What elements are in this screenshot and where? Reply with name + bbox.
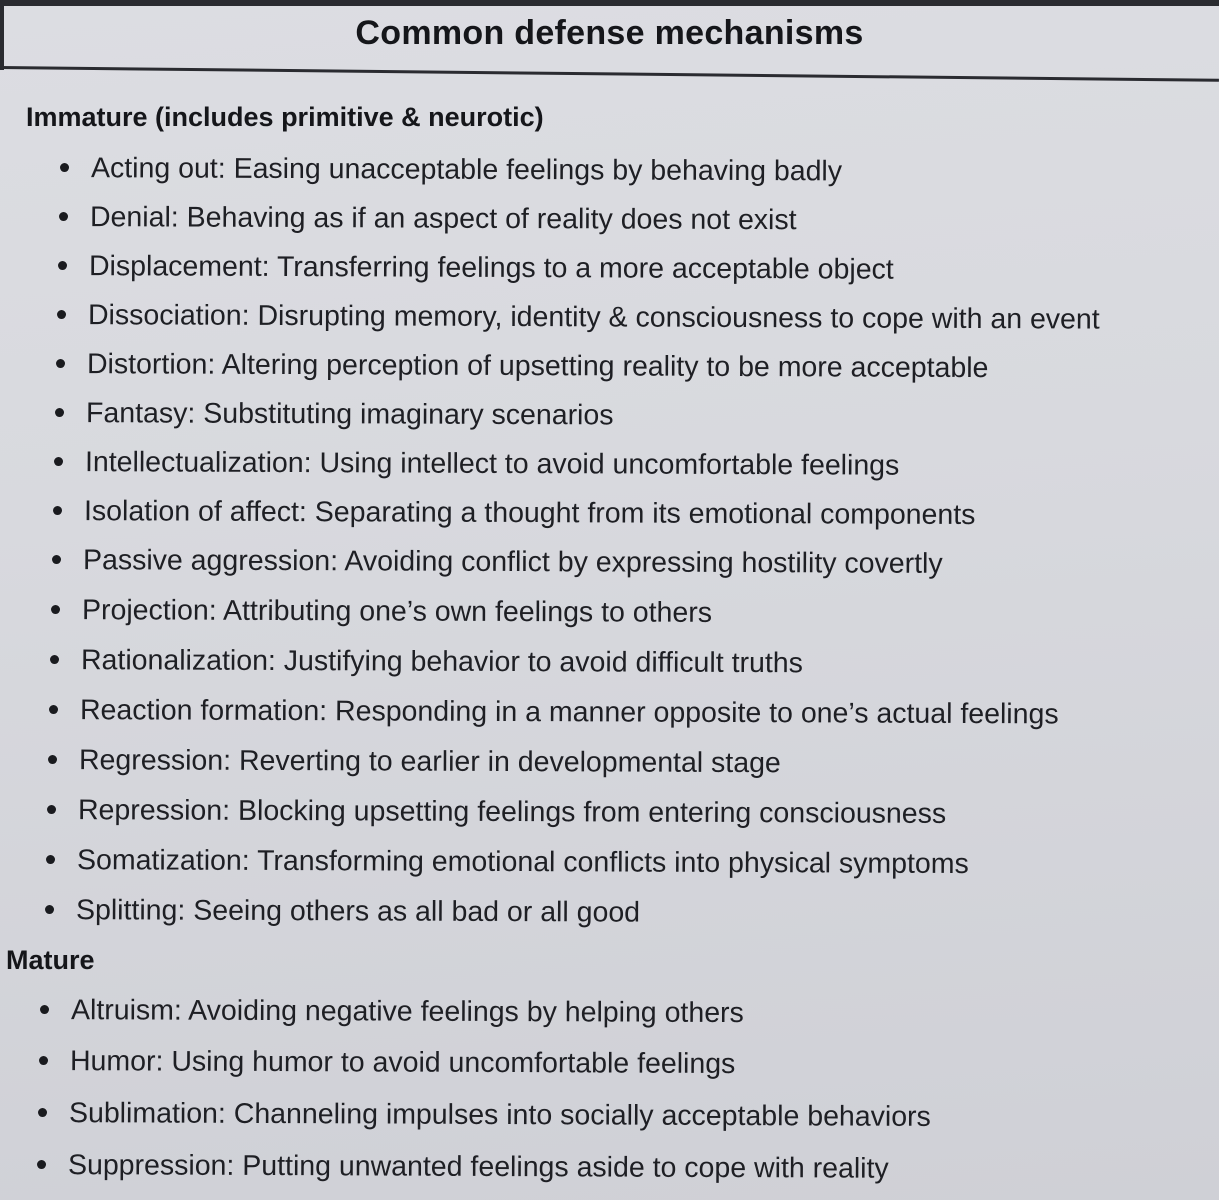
term: Projection xyxy=(81,594,209,627)
term: Reaction formation xyxy=(79,694,320,728)
bullet-icon xyxy=(52,555,61,564)
bullet-icon xyxy=(46,855,55,864)
term: Suppression xyxy=(67,1149,227,1182)
list-item: Somatization: Transforming emotional conflicts into physical symptoms xyxy=(46,844,969,888)
definition: Behaving as if an aspect of reality does not exist xyxy=(186,201,797,237)
term: Displacement xyxy=(88,250,262,283)
term: Passive aggression xyxy=(82,544,331,578)
definition: Substituting imaginary scenarios xyxy=(203,397,614,432)
definition: Avoiding conflict by expressing hostility covertly xyxy=(344,545,943,580)
bullet-icon xyxy=(45,905,54,914)
list-item: Displacement: Transferring feelings to a more acceptable object xyxy=(58,250,894,294)
bullet-icon xyxy=(57,310,66,319)
term: Splitting xyxy=(75,894,178,927)
title-divider xyxy=(0,66,1219,82)
bullet-icon xyxy=(50,655,59,664)
definition: Altering perception of upsetting reality to be more acceptable xyxy=(221,348,989,385)
definition: Reverting to earlier in developmental stage xyxy=(238,744,781,780)
bullet-icon xyxy=(53,506,62,515)
bullet-icon xyxy=(51,605,60,614)
list-item: Suppression: Putting unwanted feelings aside to cope with reality xyxy=(37,1149,889,1193)
list-item: Denial: Behaving as if an aspect of reality does not exist xyxy=(59,201,797,244)
section-heading-mature: Mature xyxy=(6,945,95,975)
document-title: Common defense mechanisms xyxy=(355,14,864,52)
term: Acting out xyxy=(90,152,218,185)
definition: Easing unacceptable feelings by behaving badly xyxy=(233,152,843,188)
term: Altruism xyxy=(70,994,175,1027)
term: Dissociation xyxy=(87,299,242,332)
list-item: Acting out: Easing unacceptable feelings by behaving badly xyxy=(60,152,842,195)
list-item: Rationalization: Justifying behavior to avoid difficult truths xyxy=(50,644,803,687)
definition: Channeling impulses into socially acceptable behaviors xyxy=(233,1097,931,1133)
bullet-icon xyxy=(54,457,63,466)
list-item: Reaction formation: Responding in a manner opposite to one’s actual feelings xyxy=(49,694,1059,738)
list-item: Intellectualization: Using intellect to avoid uncomfortable feelings xyxy=(54,446,899,490)
term: Distortion xyxy=(86,348,208,381)
list-item: Dissociation: Disrupting memory, identity & consciousness to cope with an event xyxy=(57,299,1100,344)
bullet-icon xyxy=(60,163,69,172)
bullet-icon xyxy=(59,212,68,221)
definition: Attributing one’s own feelings to others xyxy=(222,594,713,629)
definition: Separating a thought from its emotional components xyxy=(314,496,976,532)
definition: Avoiding negative feelings by helping others xyxy=(188,994,744,1030)
list-item: Sublimation: Channeling impulses into socially acceptable behaviors xyxy=(38,1097,931,1141)
term: Fantasy xyxy=(85,397,188,430)
list-item: Projection: Attributing one’s own feelings to others xyxy=(51,594,712,637)
bullet-icon xyxy=(38,1108,47,1117)
definition: Responding in a manner opposite to one’s actual feelings xyxy=(334,695,1059,731)
bullet-icon xyxy=(37,1160,46,1169)
definition: Seeing others as all bad or all good xyxy=(193,894,641,929)
list-item: Isolation of affect: Separating a thought from its emotional components xyxy=(53,495,976,539)
term: Intellectualization xyxy=(84,446,304,480)
definition: Using humor to avoid uncomfortable feelings xyxy=(171,1045,736,1081)
bullet-icon xyxy=(47,805,56,814)
definition: Putting unwanted feelings aside to cope with reality xyxy=(242,1149,889,1185)
list-item: Fantasy: Substituting imaginary scenarios xyxy=(55,397,614,439)
bullet-icon xyxy=(48,755,57,764)
term: Isolation of affect xyxy=(83,495,300,529)
bullet-icon xyxy=(55,408,64,417)
section-heading-immature: Immature (includes primitive & neurotic) xyxy=(26,102,544,132)
list-item: Passive aggression: Avoiding conflict by expressing hostility covertly xyxy=(52,544,943,588)
definition: Transforming emotional conflicts into physical symptoms xyxy=(257,844,969,881)
term: Sublimation xyxy=(68,1097,219,1130)
term: Somatization xyxy=(76,844,242,877)
bullet-icon xyxy=(58,261,67,270)
term: Denial xyxy=(89,201,171,234)
list-item: Repression: Blocking upsetting feelings from entering consciousness xyxy=(47,794,946,838)
term: Regression xyxy=(78,744,224,777)
term: Humor xyxy=(69,1045,156,1078)
bullet-icon xyxy=(40,1005,49,1014)
list-item: Altruism: Avoiding negative feelings by helping others xyxy=(40,994,744,1037)
term: Rationalization xyxy=(80,644,269,677)
list-item: Humor: Using humor to avoid uncomfortable feelings xyxy=(39,1045,736,1088)
bullet-icon xyxy=(39,1056,48,1065)
list-item: Regression: Reverting to earlier in developmental stage xyxy=(48,744,781,787)
list-item: Splitting: Seeing others as all bad or all good xyxy=(45,894,640,937)
bullet-icon xyxy=(49,705,58,714)
term: Repression xyxy=(77,794,223,827)
list-item: Distortion: Altering perception of upsetting reality to be more acceptable xyxy=(56,348,989,392)
definition: Blocking upsetting feelings from entering consciousness xyxy=(237,794,947,830)
definition: Transferring feelings to a more acceptable object xyxy=(276,250,894,286)
bullet-icon xyxy=(56,359,65,368)
title-bar xyxy=(0,6,1219,68)
definition: Justifying behavior to avoid difficult truths xyxy=(283,645,803,680)
definition: Using intellect to avoid uncomfortable feelings xyxy=(319,447,900,482)
definition: Disrupting memory, identity & consciousness to cope with an event xyxy=(257,299,1100,336)
